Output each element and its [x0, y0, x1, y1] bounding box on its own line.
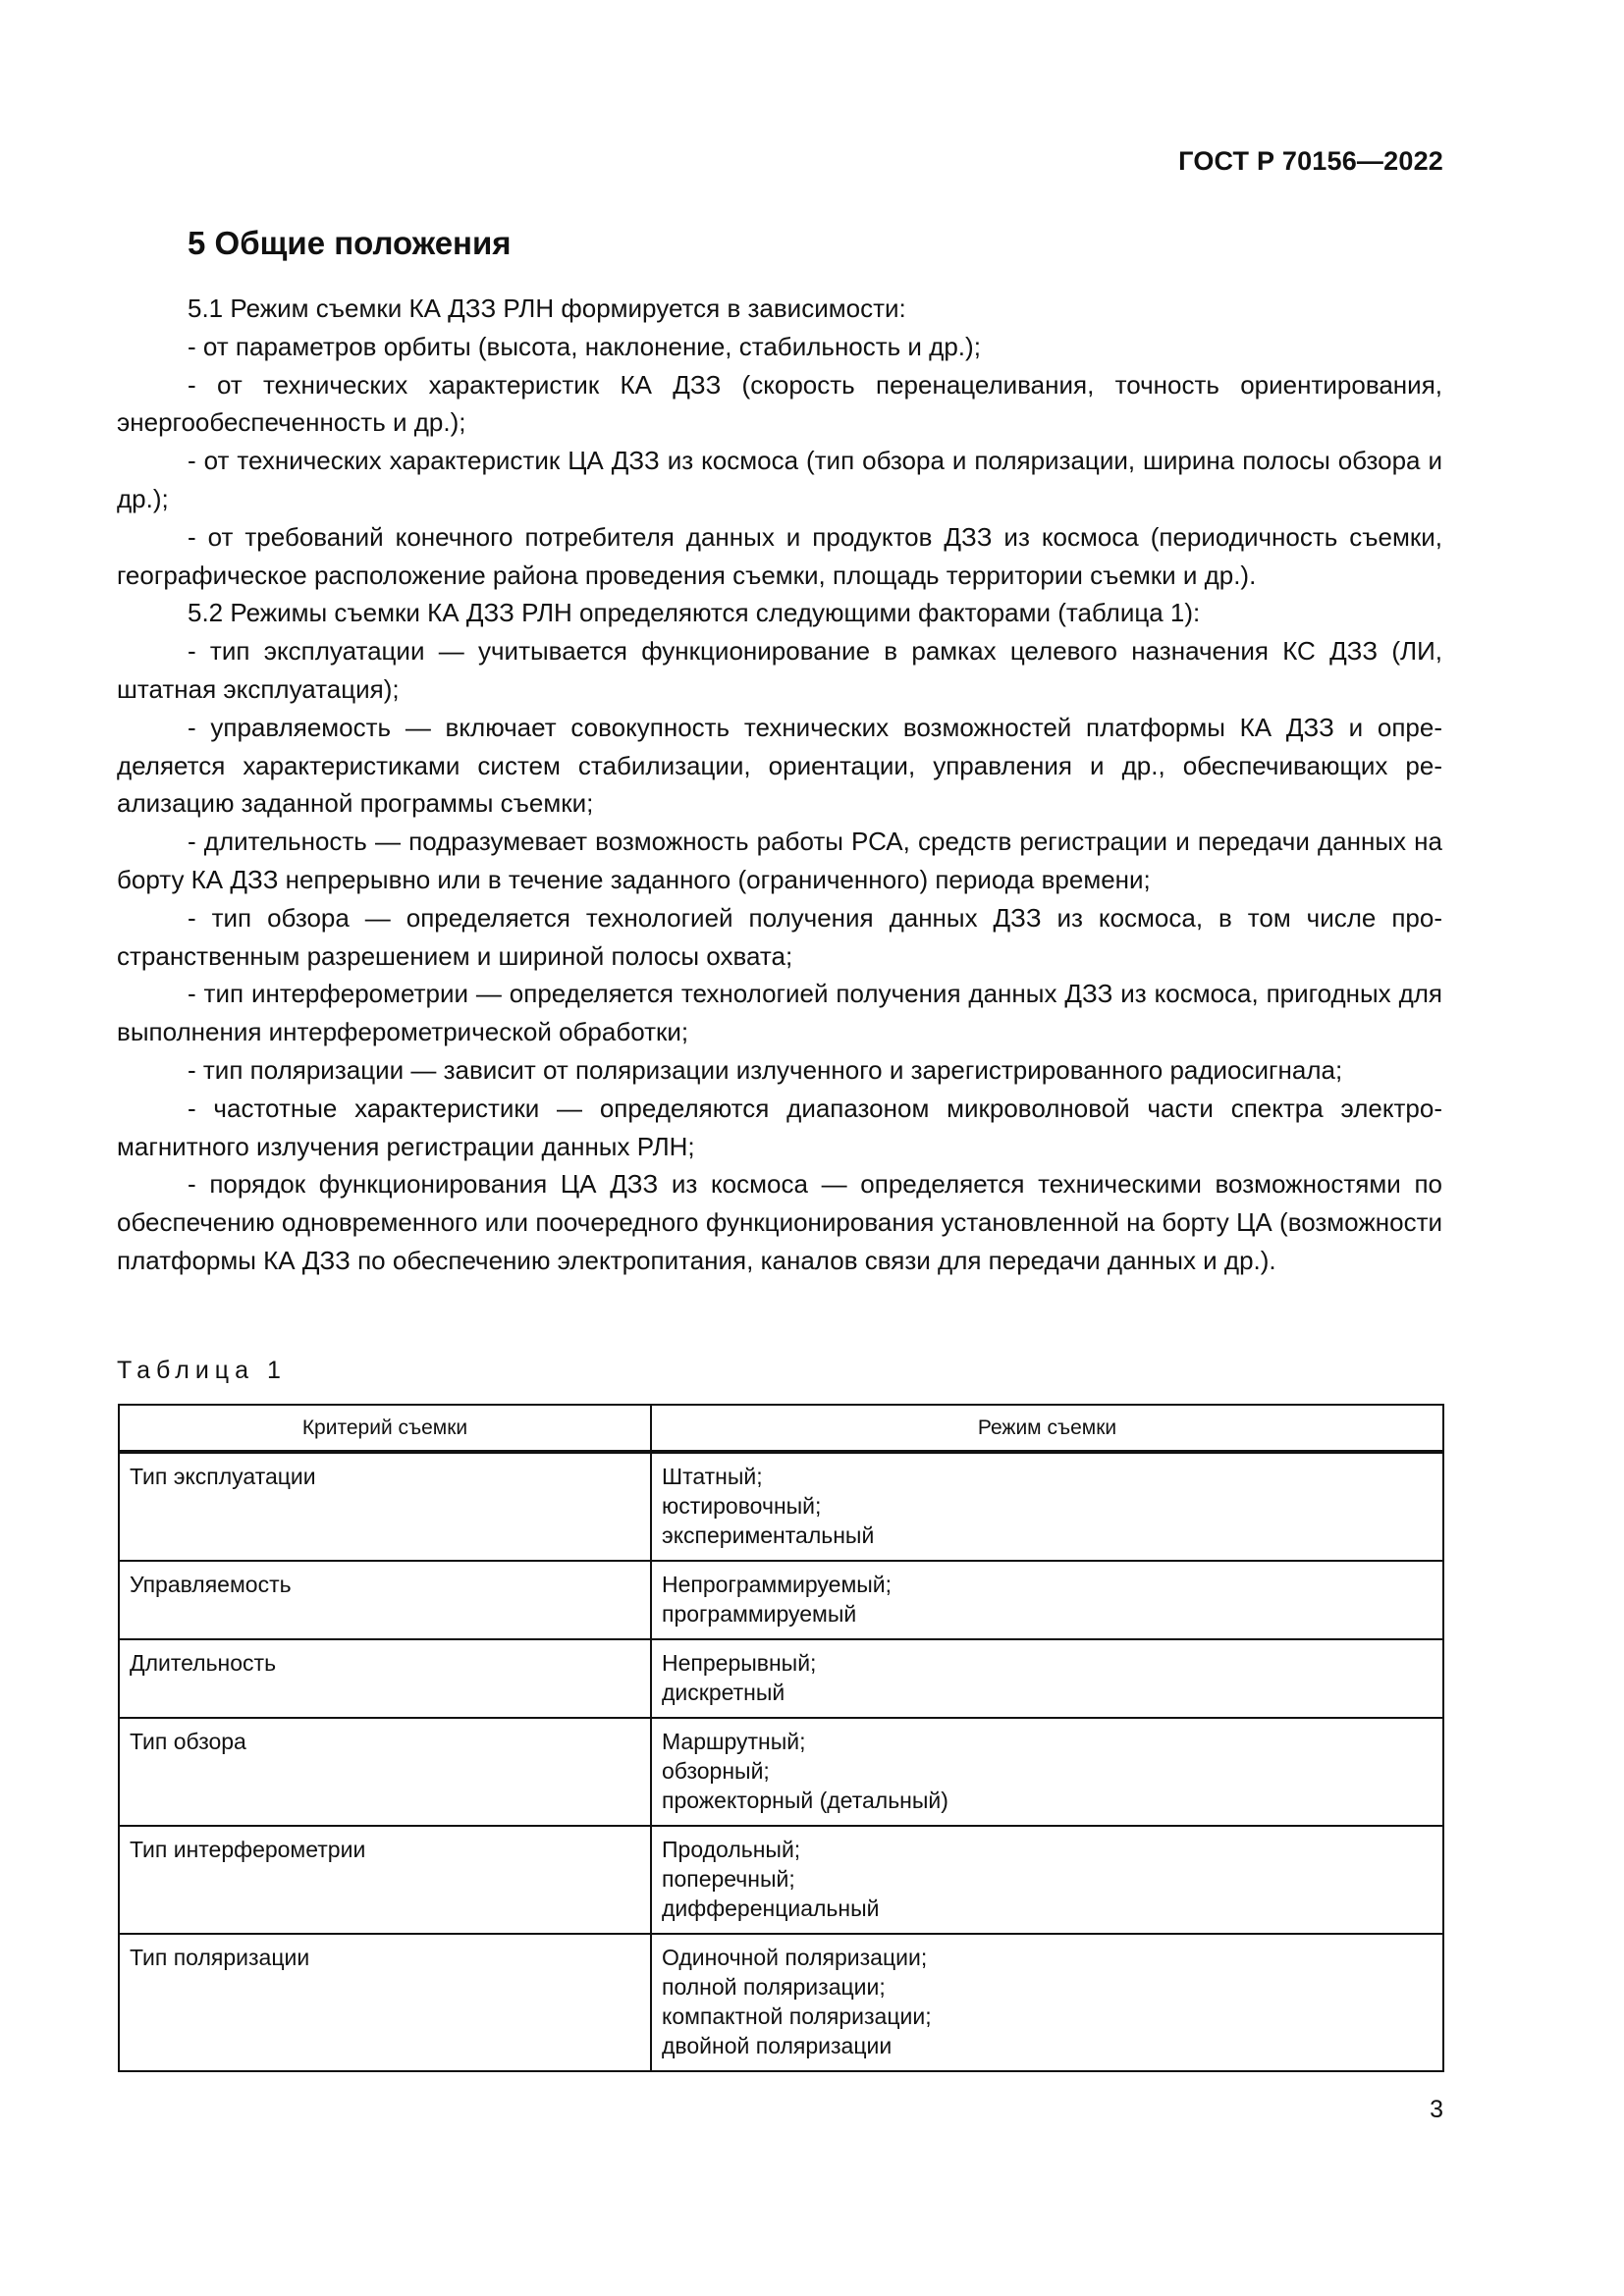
paragraph: 5.1 Режим съемки КА ДЗЗ РЛН формируется в зависимости:	[188, 294, 906, 323]
mode-item: Непрерывный;	[662, 1650, 817, 1676]
criterion-cell: Тип поляризации	[119, 1934, 651, 2071]
mode-item: обзорный;	[662, 1758, 770, 1784]
table-row	[119, 1452, 1443, 1561]
mode-item: юстировочный;	[662, 1493, 822, 1519]
paragraph: - тип обзора — определяется технологией получения данных ДЗЗ из космоса, в том числе пространственным разрешением и шириной полосы охвата;	[117, 902, 1442, 971]
paragraph: - длительность — подразумевает возможность работы РСА, средств регистрации и передачи данных на борту КА ДЗЗ непрерывно или в течение заданного (ограниченного) периода времени;	[117, 827, 1442, 894]
survey-modes-table	[118, 1404, 1444, 2072]
table-row	[119, 1561, 1443, 1639]
mode-item: Продольный;	[662, 1837, 801, 1862]
paragraph: - от технических характеристик КА ДЗЗ (скорость перенацеливания, точность ориентирования, энергообеспеченность и др.);	[117, 369, 1442, 438]
mode-item: Одиночной поляризации;	[662, 1945, 928, 1970]
table-header-row	[119, 1405, 1443, 1452]
paragraph: - тип поляризации — зависит от поляризации излученного и зарегистрированного радиосигнала;	[188, 1054, 1343, 1085]
criterion-cell: Тип интерферометрии	[119, 1826, 651, 1934]
mode-cell	[651, 1718, 1443, 1826]
mode-cell	[651, 1452, 1443, 1561]
criterion-cell: Тип эксплуатации	[119, 1452, 651, 1561]
mode-cell	[651, 1561, 1443, 1639]
paragraph: - тип эксплуатации — учитывается функционирование в рамках целевого назначения КС ДЗЗ (ЛИ, штатная эксплуатация);	[117, 636, 1442, 704]
mode-item: Маршрутный;	[662, 1729, 806, 1754]
paragraph: - управляемость — включает совокупность технических возможностей платформы КА ДЗЗ и определяется характеристиками систем стабилизации, ориентации, управления и др., обеспечивающих реализацию заданной программы съемки;	[117, 712, 1442, 819]
table-row	[119, 1718, 1443, 1826]
mode-item: полной поляризации;	[662, 1974, 886, 2000]
criterion-cell: Управляемость	[119, 1561, 651, 1639]
page-number: 3	[1430, 2096, 1443, 2123]
paragraph: 5.2 Режимы съемки КА ДЗЗ РЛН определяются следующими факторами (таблица 1):	[188, 598, 1201, 628]
criterion-cell: Длительность	[119, 1639, 651, 1718]
mode-item: дифференциальный	[662, 1896, 880, 1921]
mode-item: прожекторный (детальный)	[662, 1788, 948, 1813]
mode-cell	[651, 1826, 1443, 1934]
mode-item: Непрограммируемый;	[662, 1572, 893, 1597]
mode-item: Штатный;	[662, 1464, 763, 1489]
body-text	[117, 290, 1442, 1280]
mode-cell	[651, 1639, 1443, 1718]
mode-cell	[651, 1934, 1443, 2071]
criterion-cell: Тип обзора	[119, 1718, 651, 1826]
table-row	[119, 1639, 1443, 1718]
paragraph: - частотные характеристики — определяются диапазоном микроволновой части спектра электромагнитного излучения регистрации данных РЛН;	[117, 1093, 1442, 1161]
mode-item: дискретный	[662, 1680, 785, 1705]
paragraph: - порядок функционирования ЦА ДЗЗ из космоса — определяется техническими возможностями по обеспечению одновременного или поочередного функционирования установленной на борту ЦА (возможности платформы КА ДЗЗ по обеспечению электропитания, каналов связи для передачи данных и др.).	[117, 1169, 1442, 1275]
mode-item: компактной поляризации;	[662, 2003, 932, 2029]
mode-item: поперечный;	[662, 1866, 795, 1892]
section-title: 5 Общие положения	[188, 225, 512, 261]
header-mode: Режим съемки	[651, 1405, 1443, 1452]
table-caption: Таблица 1	[117, 1357, 287, 1384]
mode-item: экспериментальный	[662, 1522, 875, 1548]
mode-item: программируемый	[662, 1601, 857, 1627]
paragraph: - тип интерферометрии — определяется технологией получения данных ДЗЗ из космоса, пригодных для выполнения интерферометрической обработки;	[117, 979, 1442, 1047]
table-row	[119, 1934, 1443, 2071]
header-criterion: Критерий съемки	[119, 1405, 651, 1452]
table-row	[119, 1826, 1443, 1934]
document-id: ГОСТ Р 70156—2022	[1178, 146, 1443, 176]
mode-item: двойной поляризации	[662, 2033, 893, 2058]
paragraph: - от параметров орбиты (высота, наклонение, стабильность и др.);	[188, 331, 981, 361]
paragraph: - от технических характеристик ЦА ДЗЗ из космоса (тип обзора и поляризации, ширина полосы обзора и др.);	[117, 446, 1442, 513]
paragraph: - от требований конечного потребителя данных и продуктов ДЗЗ из космоса (периодичность съемки, географическое расположение района проведения съемки, площадь территории съемки и др.).	[117, 521, 1442, 590]
